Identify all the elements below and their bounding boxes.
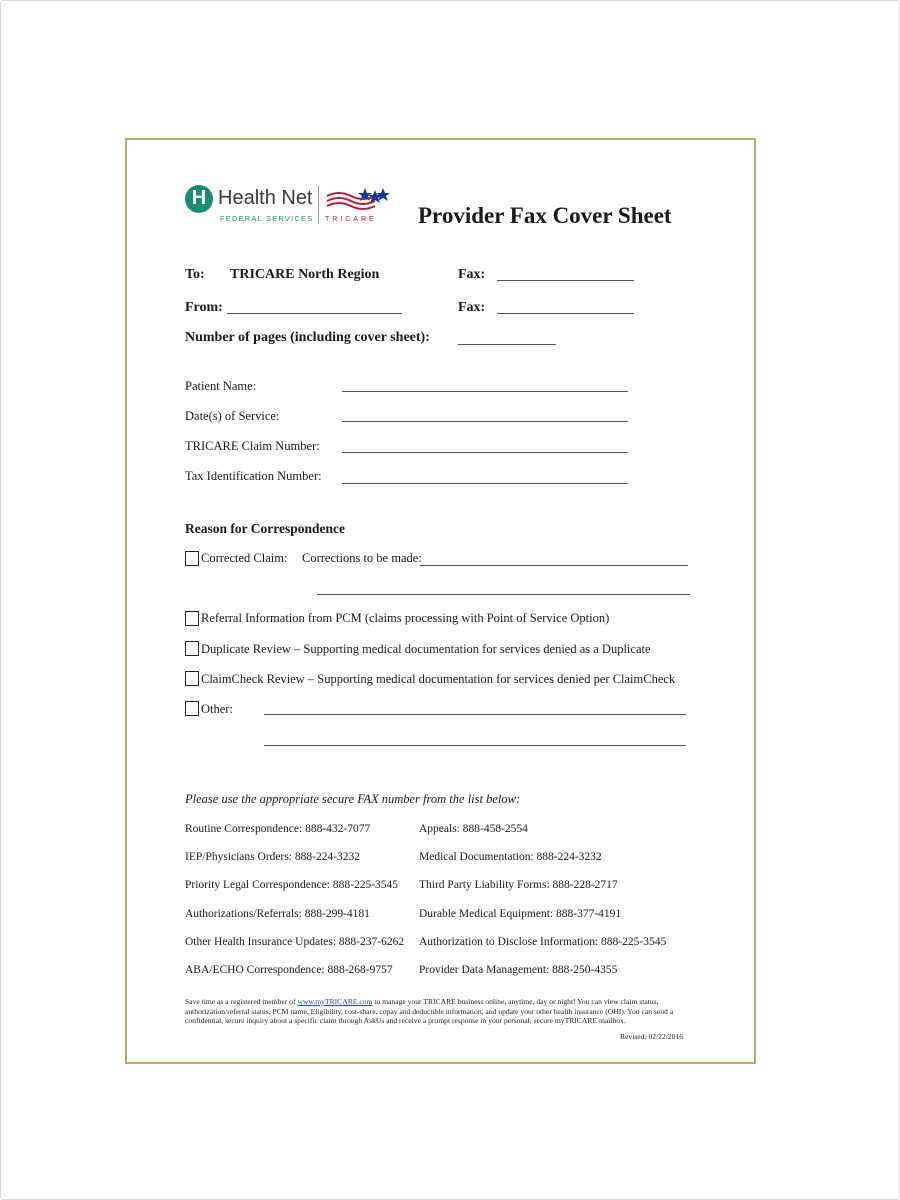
page-title: Provider Fax Cover Sheet	[418, 203, 672, 228]
revised-date: Revised: 02/22/2016	[620, 1032, 684, 1041]
from-fax-label: Fax:	[458, 300, 486, 315]
fax-cover-sheet	[125, 138, 756, 1064]
pages-field[interactable]	[458, 344, 556, 345]
brand-subtitle: FEDERAL SERVICES	[220, 214, 314, 223]
corrections-field-line2[interactable]	[317, 594, 690, 595]
fax-number-right: Medical Documentation: 888-224-3232	[419, 851, 602, 863]
fax-number-left: Routine Correspondence: 888-432-7077	[185, 823, 371, 835]
fax-number-right: Appeals: 888-458-2554	[419, 823, 528, 835]
to-fax-field[interactable]	[497, 280, 634, 281]
claimcheck-review-label: ClaimCheck Review – Supporting medical documentation for services denied per ClaimCheck	[201, 672, 676, 686]
fax-number-left: Authorizations/Referrals: 888-299-4181	[185, 908, 370, 920]
tax-id-label: Tax Identification Number:	[185, 469, 322, 483]
mytricare-link[interactable]: www.myTRICARE.com	[297, 997, 373, 1006]
claim-number-label: TRICARE Claim Number:	[185, 439, 320, 453]
footer-text-post: to manage your TRICARE business online, anytime, day or night! You can view claim status, authorization/referral status, PCM name, Eligibility, cost-share, copay and deductible information, and update your other health insurance (OHI). You can send a confidential, secure inquiry about a specific claim through AskUs and receive a prompt response in your personal, secure myTRICARE mailbox.	[185, 997, 674, 1026]
corrections-field-line1[interactable]	[420, 565, 688, 566]
patient-name-label: Patient Name:	[185, 379, 257, 393]
corrected-claim-label: Corrected Claim:	[201, 551, 288, 565]
fax-number-left: Other Health Insurance Updates: 888-237-6262	[185, 936, 405, 948]
claim-number-field[interactable]	[342, 452, 628, 453]
tricare-wordmark: TRICARE	[325, 216, 377, 223]
fax-number-left: ABA/ECHO Correspondence: 888-268-9757	[185, 964, 393, 976]
tricare-flag-icon	[325, 186, 391, 214]
fax-number-left: Priority Legal Correspondence: 888-225-3545	[185, 879, 399, 891]
fax-number-right: Third Party Liability Forms: 888-228-2717	[419, 879, 618, 891]
fax-number-left: IEP/Physicians Orders: 888-224-3232	[185, 851, 361, 863]
dates-of-service-field[interactable]	[342, 421, 628, 422]
logo-divider	[318, 186, 319, 224]
fax-label: Fax:	[458, 267, 486, 282]
from-label: From:	[185, 300, 223, 315]
to-label: To:	[185, 267, 205, 282]
from-field[interactable]	[227, 313, 402, 314]
corrections-label: Corrections to be made:	[302, 551, 422, 565]
reason-heading: Reason for Correspondence	[185, 521, 345, 536]
referral-checkbox[interactable]	[185, 611, 199, 626]
claimcheck-review-checkbox[interactable]	[185, 671, 199, 686]
footer-note	[185, 997, 695, 1026]
other-field-line1[interactable]	[264, 714, 686, 715]
from-fax-field[interactable]	[497, 313, 634, 314]
other-field-line2[interactable]	[264, 745, 686, 746]
pages-label: Number of pages (including cover sheet):	[185, 330, 430, 345]
fax-number-right: Durable Medical Equipment: 888-377-4191	[419, 908, 622, 920]
tax-id-field[interactable]	[342, 483, 628, 484]
brand-name: Health Net	[218, 187, 313, 209]
health-net-logo-icon: H	[185, 185, 213, 213]
fax-list-intro: Please use the appropriate secure FAX number from the list below:	[185, 792, 521, 806]
dates-of-service-label: Date(s) of Service:	[185, 409, 280, 423]
footer-text-pre: Save time as a registered member of	[185, 997, 298, 1006]
fax-number-right: Authorization to Disclose Information: 888-225-3545	[419, 936, 667, 948]
corrected-claim-checkbox[interactable]	[185, 551, 199, 566]
other-label: Other:	[201, 702, 233, 716]
to-value: TRICARE North Region	[230, 267, 380, 282]
other-checkbox[interactable]	[185, 701, 199, 716]
referral-label: Referral Information from PCM (claims processing with Point of Service Option)	[201, 611, 610, 625]
fax-number-right: Provider Data Management: 888-250-4355	[419, 964, 618, 976]
patient-name-field[interactable]	[342, 391, 628, 392]
duplicate-review-checkbox[interactable]	[185, 641, 199, 656]
duplicate-review-label: Duplicate Review – Supporting medical documentation for services denied as a Duplicate	[201, 642, 651, 656]
